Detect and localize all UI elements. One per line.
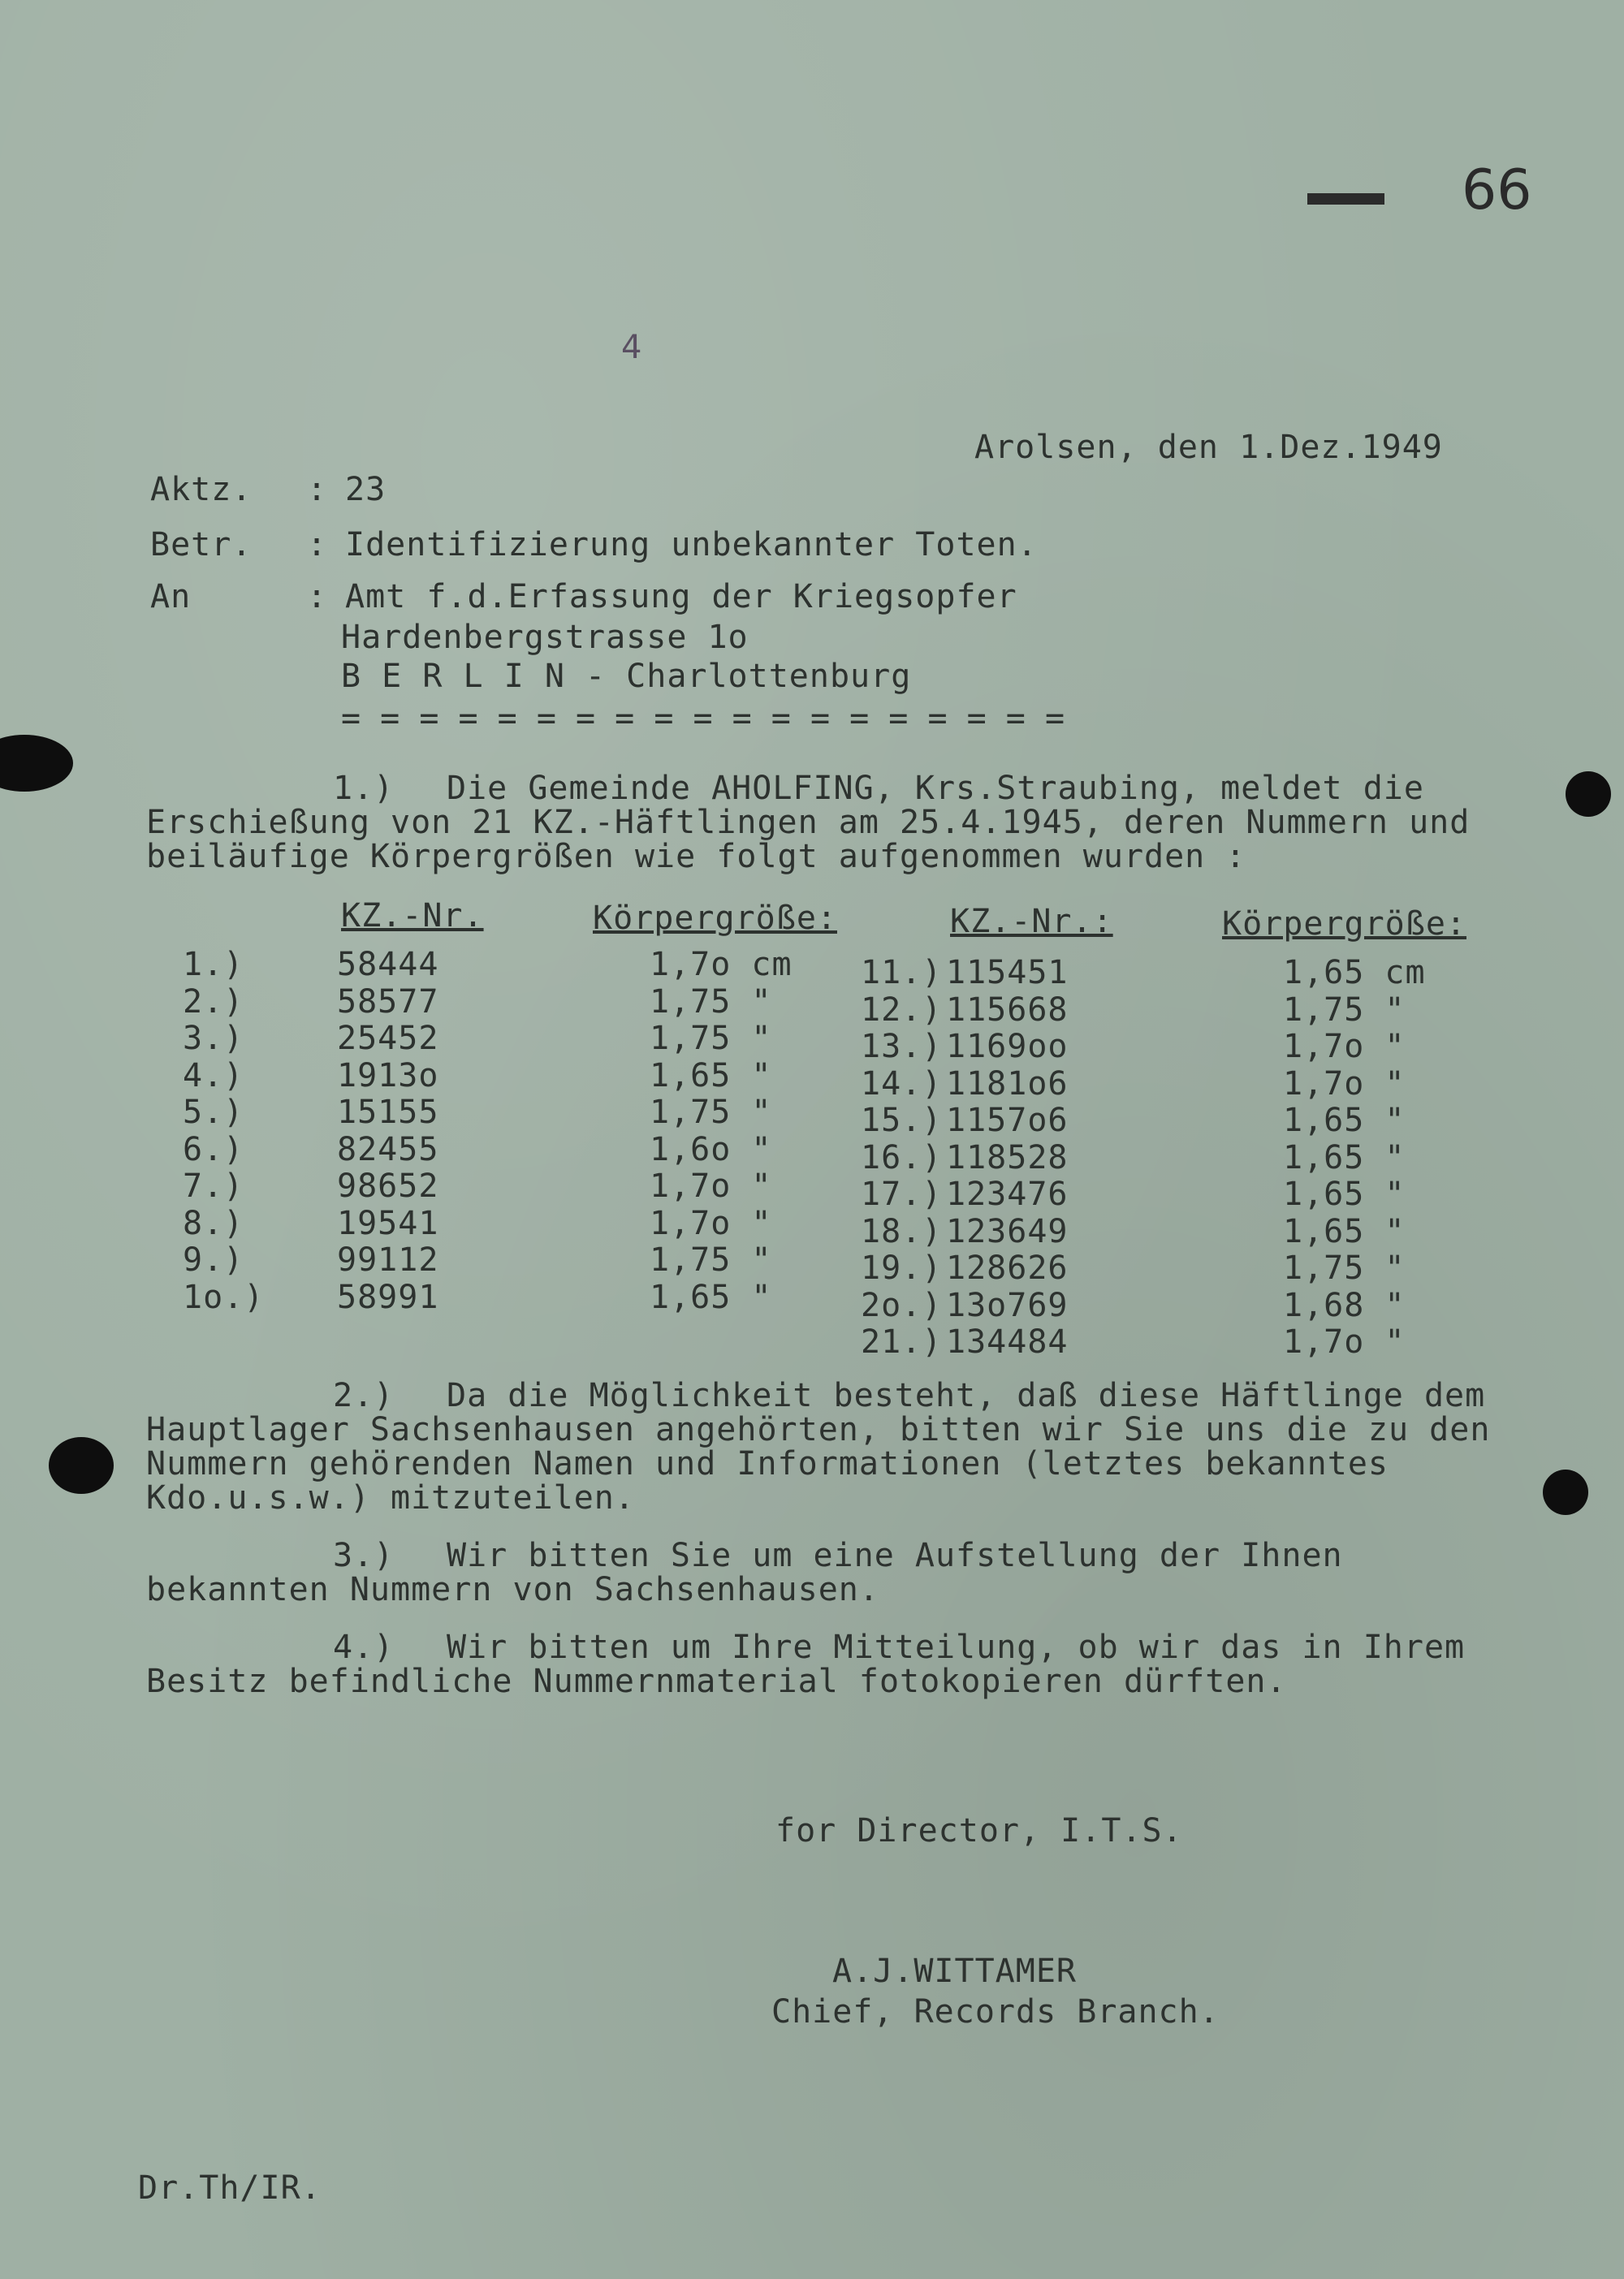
right-row-kz-nr: 123476 [946,1176,1069,1213]
address-line-3: B E R L I N - Charlottenburg [341,658,912,695]
signature-name: A.J.WITTAMER [832,1953,1077,1990]
paragraph-3-text: Wir bitten Sie um eine Aufstellung der Ihnen bekannten Nummern von Sachsenhausen. [146,1537,1343,1608]
punch-hole-left-bottom [49,1437,114,1494]
right-row-number: 2o.) [861,1286,943,1324]
table-header-size-right: Körpergröße: [1222,905,1466,943]
left-row-kz-nr: 58991 [337,1278,439,1316]
meta-value-betr: Identifizierung unbekannter Toten. [345,526,1038,563]
right-row-size: 1,7o " [1283,1323,1406,1361]
meta-label-an: An [150,578,192,615]
paragraph-4-number: 4.) [333,1629,395,1666]
left-row-number: 4.) [183,1056,244,1094]
right-row-number: 12.) [861,991,943,1029]
right-row-size: 1,65 " [1283,1176,1406,1213]
table-header-nr-right: KZ.-Nr.: [950,903,1113,940]
right-row-size: 1,65 " [1283,1138,1406,1176]
left-row-number: 2.) [183,982,244,1021]
left-row-kz-nr: 82455 [337,1130,439,1168]
paragraph-1-number: 1.) [333,770,395,807]
left-row-number: 7.) [183,1168,244,1205]
paragraph-2 [146,1379,1543,1515]
document-stamp-number: 66 [1462,158,1532,222]
left-row-kz-nr: 99112 [337,1241,439,1279]
paragraph-2-text: Da die Möglichkeit besteht, daß diese Häftlinge dem Hauptlager Sachsenhausen angehörten, bitten wir Sie uns die zu den Nummern gehörenden Namen und Informationen (letztes bekanntes Kdo.u.s.w.) mitzuteilen. [146,1377,1491,1517]
page-mark: 4 [621,329,642,366]
left-row-kz-nr: 58444 [337,946,439,983]
meta-value-aktz: 23 [345,471,387,508]
left-row-number: 1.) [183,946,244,983]
right-row-kz-nr: 1157o6 [946,1102,1069,1139]
left-row-number: 1o.) [183,1278,265,1316]
right-row-kz-nr: 123649 [946,1212,1069,1250]
right-row-size: 1,65 cm [1283,954,1426,991]
left-row-size: 1,75 " [650,1241,772,1279]
right-row-number: 15.) [861,1102,943,1139]
meta-label-betr: Betr. [150,526,253,563]
paragraph-3-number: 3.) [333,1537,395,1574]
paragraph-4 [146,1630,1543,1698]
right-row-size: 1,75 " [1283,1250,1406,1287]
left-row-size: 1,75 " [650,1094,772,1131]
left-row-size: 1,7o cm [650,946,793,983]
place-date: Arolsen, den 1.Dez.1949 [974,429,1443,466]
table-header-nr-left: KZ.-Nr. [341,897,484,934]
right-row-size: 1,65 " [1283,1212,1406,1250]
paragraph-3 [146,1539,1543,1607]
address-rule: = = = = = = = = = = = = = = = = = = = [341,700,1065,737]
signature-for-line: for Director, I.T.S. [775,1812,1183,1850]
left-row-size: 1,7o " [650,1204,772,1242]
address-line-1: Amt f.d.Erfassung der Kriegsopfer [345,578,1017,615]
right-row-size: 1,65 " [1283,1102,1406,1139]
right-row-size: 1,75 " [1283,991,1406,1029]
paragraph-1-text: Die Gemeinde AHOLFING, Krs.Straubing, meldet die Erschießung von 21 KZ.-Häftlingen am 25.4.1945, deren Nummern und beiläufige Körpergrößen wie folgt aufgenommen wurden : [146,770,1471,875]
meta-sep-betr: : [307,526,328,563]
address-line-2: Hardenbergstrasse 1o [341,619,749,656]
right-row-number: 16.) [861,1138,943,1176]
left-row-number: 8.) [183,1204,244,1242]
right-row-kz-nr: 128626 [946,1250,1069,1287]
left-row-kz-nr: 58577 [337,982,439,1021]
left-row-size: 1,7o " [650,1168,772,1205]
table-header-size-left: Körpergröße: [593,900,837,937]
punch-hole-right-top [1566,771,1611,817]
right-row-size: 1,7o " [1283,1064,1406,1103]
right-row-kz-nr: 118528 [946,1138,1069,1176]
left-row-number: 6.) [183,1130,244,1168]
left-row-number: 3.) [183,1020,244,1057]
left-row-size: 1,6o " [650,1130,772,1168]
meta-sep-an: : [307,578,328,615]
right-row-number: 21.) [861,1323,943,1361]
right-row-number: 19.) [861,1250,943,1287]
right-row-number: 11.) [861,954,943,991]
left-row-number: 5.) [183,1094,244,1131]
paragraph-4-text: Wir bitten um Ihre Mitteilung, ob wir das in Ihrem Besitz befindliche Nummernmaterial fotokopieren dürften. [146,1629,1466,1700]
right-row-kz-nr: 1181o6 [946,1064,1069,1103]
right-row-number: 13.) [861,1028,943,1065]
right-row-number: 17.) [861,1176,943,1213]
paragraph-1 [146,771,1543,874]
left-row-kz-nr: 19541 [337,1204,439,1242]
left-row-kz-nr: 98652 [337,1168,439,1205]
right-row-kz-nr: 115668 [946,991,1069,1029]
left-row-kz-nr: 25452 [337,1020,439,1057]
paragraph-2-number: 2.) [333,1377,395,1414]
punch-hole-right-bottom [1543,1470,1588,1515]
right-row-kz-nr: 115451 [946,954,1069,991]
right-row-kz-nr: 13o769 [946,1286,1069,1324]
right-row-kz-nr: 134484 [946,1323,1069,1361]
left-row-size: 1,75 " [650,1020,772,1057]
meta-label-aktz: Aktz. [150,471,253,508]
punch-hole-left-top [0,735,73,792]
right-row-size: 1,7o " [1283,1028,1406,1065]
right-row-number: 18.) [861,1212,943,1250]
left-row-kz-nr: 1913o [337,1056,439,1094]
left-row-number: 9.) [183,1241,244,1279]
signature-title: Chief, Records Branch. [771,1993,1220,2031]
left-row-size: 1,65 " [650,1278,772,1316]
redaction-mark [1307,193,1384,205]
right-row-number: 14.) [861,1064,943,1103]
left-row-size: 1,65 " [650,1056,772,1094]
reference-initials: Dr.Th/IR. [138,2169,322,2207]
right-row-size: 1,68 " [1283,1286,1406,1324]
left-row-kz-nr: 15155 [337,1094,439,1131]
right-row-kz-nr: 1169oo [946,1028,1069,1065]
meta-sep-aktz: : [307,471,328,508]
left-row-size: 1,75 " [650,982,772,1021]
